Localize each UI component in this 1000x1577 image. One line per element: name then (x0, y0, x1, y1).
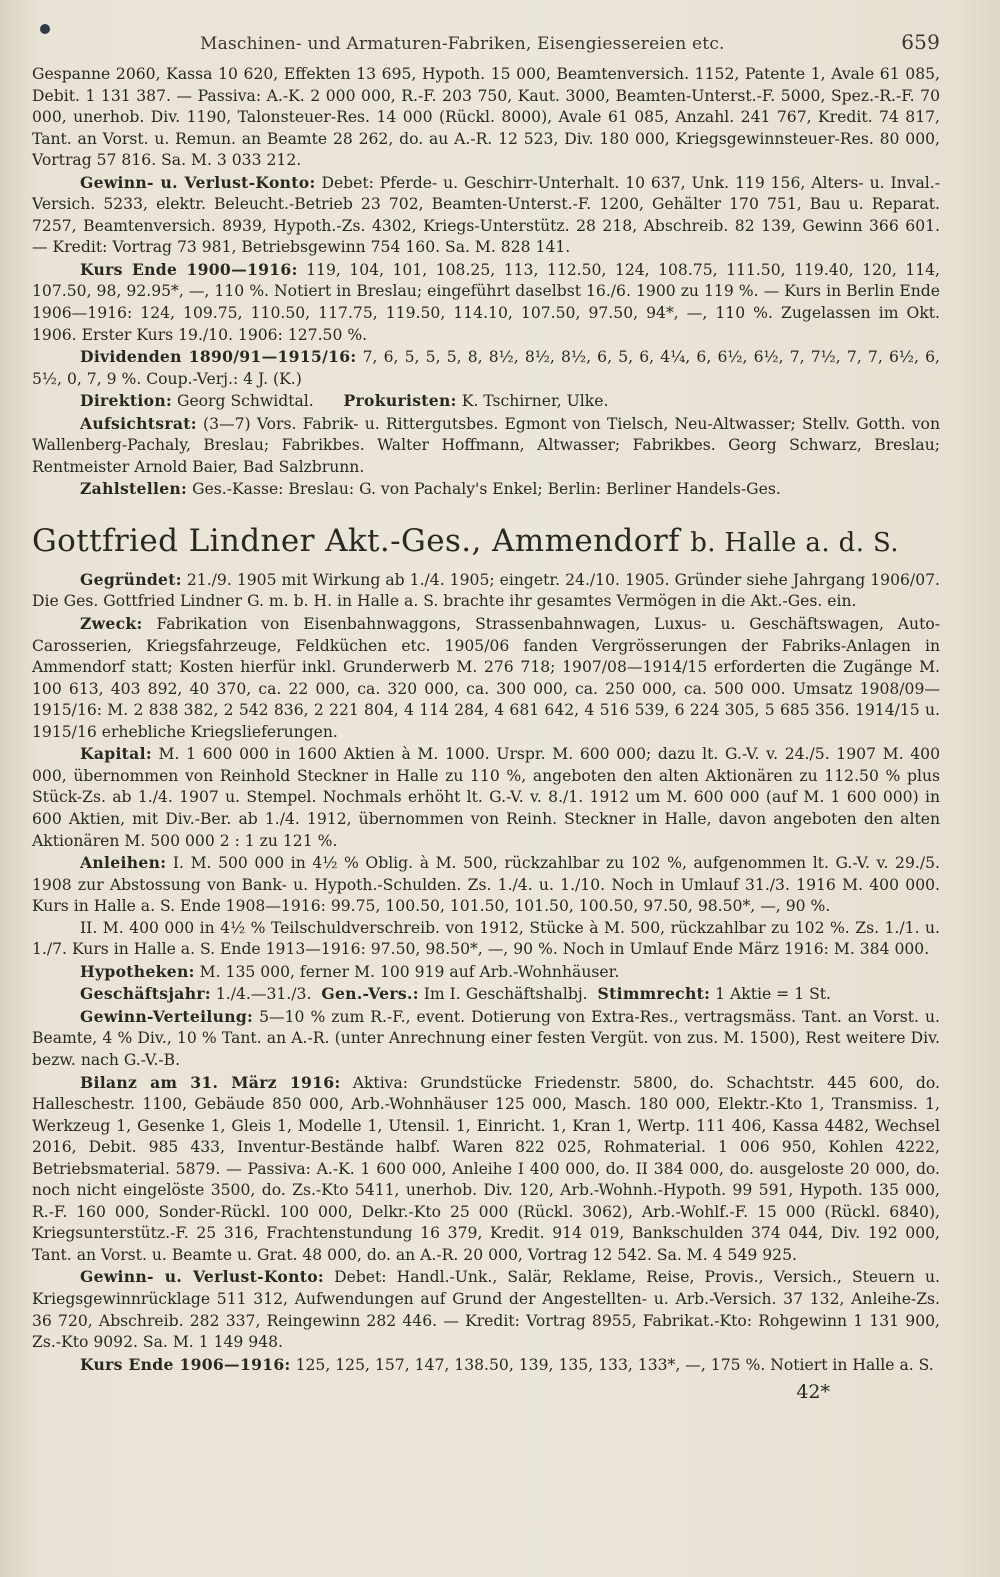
page-number: 659 (901, 30, 940, 54)
section-text: 5—10 % zum R.-F., event. Dotierung von Extra-Res., vertragsmäss. Tant. an Vorst. u. Beamte, 4 % Div., 10 % Tant. an A.-R. (unter Anrechnung einer festen Vergüt. von zus. M. 1500), Rest weitere Div. bezw. nach G.-V.-B. (32, 1007, 940, 1069)
prev-management (32, 390, 940, 413)
section-text: I. M. 500 000 in 4½ % Oblig. à M. 500, rückzahlbar zu 102 %, aufgenommen lt. G.-V. v. 29./5. 1908 zur Abstossung von Bank- u. Hypoth.-Schulden. Zs. 1./4. u. 1./10. Noch in Umlauf 31./3. 1916 M. 400 000. Kurs in Halle a. S. Ende 1908—1916: 99.75, 100.50, 101.50, 101.50, 100.50, 97.50, 98.50*, —, 90 %. (32, 854, 940, 916)
section-text: 1 Aktie = 1 St. (715, 985, 831, 1004)
profit-loss (32, 1266, 940, 1353)
section-label: Kapital: (80, 744, 152, 764)
section-label: Gewinn-Verteilung: (80, 1006, 254, 1026)
section-label: Gen.-Vers.: (321, 984, 419, 1004)
section-text: 21./9. 1905 mit Wirkung ab 1./4. 1905; eingetr. 24./10. 1905. Gründer siehe Jahrgang 1906/07. Die Ges. Gottfried Lindner G. m. b. H. in Halle a. S. brachte ihr gesamtes Vermögen in die Akt.-Ges. ein. (32, 570, 940, 611)
bonds-1 (32, 852, 940, 918)
section-label: Zahlstellen: (80, 479, 188, 499)
share-price (32, 1354, 940, 1377)
prev-balance-continuation: Gespanne 2060, Kassa 10 620, Effekten 13 695, Hypoth. 15 000, Beamtenversich. 1152, Patente 1, Avale 61 085, Debit. 1 131 387. — Passiva: A.-K. 2 000 000, R.-F. 203 750, Kaut. 3000, Beamten-Unterst.-F. 5000, Spez.-R.-F. 70 000, unerhob. Div. 1190, Talonsteuer-Res. 14 000 (Rückl. 8000), Avale 61 085, Anzahl. 241 767, Kredit. 74 817, Tant. an Vorst. u. Remun. an Beamte 28 262, do. au A.-R. 12 523, Div. 180 000, Kriegsgewinnsteuer-Res. 80 000, Vortrag 57 816. Sa. M. 3 033 212. (32, 65, 940, 170)
page-body (32, 64, 940, 1404)
company-location: b. Halle a. d. S. (690, 527, 899, 558)
capital (32, 743, 940, 852)
section-text: Im I. Geschäftshalbj. (423, 985, 588, 1004)
section-label: Dividenden 1890/91—1915/16: (80, 347, 357, 367)
section-text: K. Tschirner, Ulke. (461, 392, 609, 411)
section-label: Stimmrecht: (597, 984, 711, 1004)
prev-supervisory-board (32, 413, 940, 479)
section-text: 125, 125, 157, 147, 138.50, 139, 135, 133, 133*, —, 175 %. Notiert in Halle a. S. (295, 1355, 934, 1374)
section-label: Zweck: (80, 614, 143, 634)
section-label: Gewinn- u. Verlust-Konto: (80, 172, 316, 192)
section-text: M. 1 600 000 in 1600 Aktien à M. 1000. Urspr. M. 600 000; dazu lt. G.-V. v. 24./5. 1907 M. 400 000, übernommen von Reinhold Steckner in Halle zu 110 %, angeboten den alten Aktionären zu 112.50 % plus Stück-Zs. ab 1./4. 1907 u. Stempel. Nochmals erhöht lt. G.-V. v. 8./1. 1912 um M. 600 000 (auf M. 1 600 000) in 600 Aktien, mit Div.-Ber. ab 1./4. 1912, übernommen von Reinh. Steckner in Halle, davon angeboten den alten Aktionären M. 500 000 2 : 1 zu 121 %. (32, 745, 940, 850)
balance-sheet (32, 1072, 940, 1267)
running-header (32, 30, 940, 64)
section-text: Debet: Pferde- u. Geschirr-Unterhalt. 10 637, Unk. 119 156, Alters- u. Inval.-Versich. 5233, elektr. Beleucht.-Betrieb 23 702, Beamten-Unterst.-F. 1200, Gehälter 170 751, Bau u. Reparat. 7257, Beamtenversich. 8939, Hypoth.-Zs. 4302, Kriegs-Unterstütz. 28 218, Abschreib. 82 139, Gewinn 366 601. — Kredit: Vortrag 73 981, Betriebsgewinn 754 160. Sa. M. 828 141. (32, 173, 940, 257)
prev-paying-agents (32, 478, 940, 501)
section-text: Georg Schwidtal. (176, 392, 314, 411)
purpose (32, 613, 940, 743)
bonds-2: II. M. 400 000 in 4½ % Teilschuldverschreib. von 1912, Stücke à M. 500, rückzahlbar zu 102 %. Zs. 1./1. u. 1./7. Kurs in Halle a. S. Ende 1913—1916: 97.50, 98.50*, —, 90 %. Noch in Umlauf Ende März 1916: M. 384 000. (32, 918, 940, 959)
section-label: Kurs Ende 1900—1916: (80, 259, 298, 279)
company-name: Gottfried Lindner Akt.-Ges., Ammendorf (32, 522, 680, 559)
sheet-signature-mark: 42* (796, 1381, 830, 1404)
section-label: Gewinn- u. Verlust-Konto: (80, 1267, 324, 1287)
section-text: Ges.-Kasse: Breslau: G. von Pachaly's Enkel; Berlin: Berliner Handels-Ges. (192, 480, 781, 499)
section-text: Aktiva: Grundstücke Friedenstr. 5800, do. Schachtstr. 445 600, do. Halleschestr. 1100, Gebäude 850 000, Arb.-Wohnhäuser 125 000, Masch. 180 000, Elektr.-Kto 1, Transmiss. 1, Werkzeug 1, Gesenke 1, Gleis 1, Modelle 1, Utensil. 1, Einricht. 1, Kran 1, Wertp. 111 406, Kassa 4482, Wechsel 2016, Debit. 985 433, Inventur-Bestände halbf. Waren 822 025, Rohmaterial. 1 006 950, Kohlen 4222, Betriebsmaterial. 5879. — Passiva: A.-K. 1 600 000, Anleihe I 400 000, do. II 384 000, do. ausgeloste 20 000, do. noch nicht eingelöste 3500, do. Zs.-Kto 5411, unerhob. Div. 120, Arb.-Wohnh.-Hypoth. 99 591, Hypoth. 135 000, R.-F. 160 000, Sonder-Rückl. 100 000, Delkr.-Kto 25 000 (Rückl. 3062), Arb.-Wohlf.-F. 15 000 (Rückl. 6840), Kriegsunterstütz.-F. 25 316, Frachtenstundung 16 379, Kredit. 914 019, Bankschulden 374 044, Div. 192 000, Tant. an Vorst. u. Beamte u. Grat. 48 000, do. an A.-R. 20 000, Vortrag 12 542. Sa. M. 4 549 925. (32, 1073, 940, 1264)
section-text: Fabrikation von Eisenbahnwaggons, Strassenbahnwagen, Luxus- u. Geschäftswagen, Auto-Carosserien, Kriegsfahrzeuge, Feldküchen etc. 1905/06 fanden Vergrösserungen der Fabriks-Anlagen in Ammendorf statt; Kosten hierfür inkl. Grunderwerb M. 276 718; 1907/08—1914/15 erforderten die Zugänge M. 100 613, 403 892, 40 370, ca. 22 000, ca. 320 000, ca. 300 000, ca. 250 000, ca. 500 000. Umsatz 1908/09—1915/16: M. 2 838 382, 2 542 836, 2 221 804, 4 114 284, 4 681 642, 4 516 539, 6 224 305, 5 685 356. 1914/15 u. 1915/16 erhebliche Kriegslieferungen. (32, 615, 940, 741)
section-label: Hypotheken: (80, 961, 195, 981)
section-label: Direktion: (80, 391, 173, 411)
section-label: Bilanz am 31. März 1916: (80, 1072, 341, 1092)
profit-distribution (32, 1006, 940, 1072)
section-text: 1./4.—31./3. (215, 985, 312, 1004)
section-text: 119, 104, 101, 108.25, 113, 112.50, 124, 108.75, 111.50, 119.40, 120, 114, 107.50, 98, 92.95*, —, 110 %. Notiert in Breslau; eingeführt daselbst 16./6. 1900 zu 119 %. — Kurs in Berlin Ende 1906—1916: 124, 109.75, 110.50, 117.75, 119.50, 114.10, 107.50, 97.50, 94*, —, 110 %. Zugelassen im Okt. 1906. Erster Kurs 19./10. 1906: 127.50 %. (32, 260, 940, 344)
section-text: 7, 6, 5, 5, 5, 8, 8½, 8½, 8½, 6, 5, 6, 4¼, 6, 6½, 6½, 7, 7½, 7, 7, 6½, 6, 5½, 0, 7, 9 %. Coup.-Verj.: 4 J. (K.) (32, 348, 940, 388)
running-title: Maschinen- und Armaturen-Fabriken, Eisengiessereien etc. (200, 34, 725, 54)
section-label: Anleihen: (80, 853, 167, 873)
section-label: Geschäftsjahr: (80, 984, 211, 1004)
section-label: Gegründet: (80, 569, 182, 589)
company-heading (32, 521, 940, 563)
prev-profit-loss (32, 172, 940, 259)
prev-kurs (32, 259, 940, 346)
mortgages (32, 961, 940, 984)
section-label: Prokuristen: (343, 391, 457, 411)
prev-dividends (32, 346, 940, 390)
section-text: M. 135 000, ferner M. 100 919 auf Arb.-Wohnhäuser. (199, 962, 620, 981)
section-text: (3—7) Vors. Fabrik- u. Rittergutsbes. Egmont von Tielsch, Neu-Altwasser; Stellv. Gotth. von Wallenberg-Pachaly, Breslau; Fabrikbes. Walter Hoffmann, Altwasser; Fabrikbes. Georg Schwarz, Breslau; Rentmeister Arnold Baier, Bad Salzbrunn. (32, 414, 940, 476)
section-label: Kurs Ende 1906—1916: (80, 1354, 291, 1374)
section-text: Debet: Handl.-Unk., Salär, Reklame, Reise, Provis., Versich., Steuern u. Kriegsgewinnrücklage 511 312, Aufwendungen auf Grund der Angestellten- u. Arb.-Versich. 37 132, Anleihe-Zs. 36 720, Abschreib. 282 337, Reingewinn 282 446. — Kredit: Vortrag 8955, Fabrikat.-Kto: Rohgewinn 1 131 900, Zs.-Kto 9092. Sa. M. 1 149 948. (32, 1268, 941, 1352)
fiscal-info (32, 983, 940, 1006)
corner-dot-mark (40, 24, 50, 34)
founded (32, 569, 940, 613)
section-label: Aufsichtsrat: (80, 413, 197, 433)
